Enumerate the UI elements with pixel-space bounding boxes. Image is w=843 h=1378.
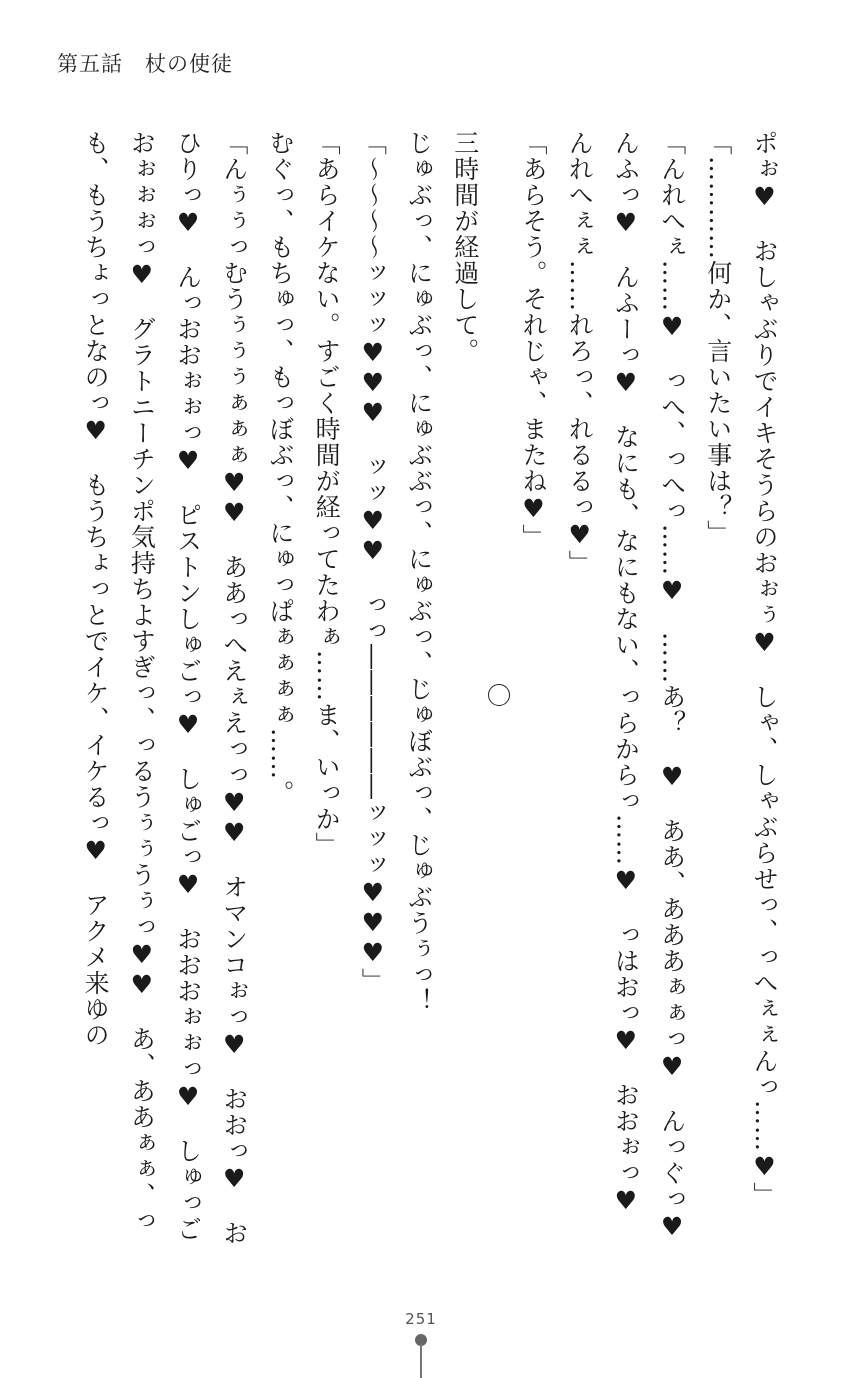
paragraph: 「んれへぇ……♥ っへ、っへっ……♥ ……あ？ ♥ ああ、あああぁぁっ♥ んっぐっ♥ んふっ♥ んふーっ♥ なにも、なにもない、っらからっ……♥ っはおっ♥ おおぉっ♥ んれへぇぇ……れろっ、れるるっ♥」 [565, 130, 687, 1268]
vertical-text-body [72, 130, 787, 1268]
paragraph: 三時間が経過して。 [450, 130, 480, 364]
scene-break-circle-icon [488, 684, 510, 706]
scene-break [488, 130, 510, 1260]
folio-stem-line [420, 1344, 422, 1378]
running-head-title: 第五話 杖の使徒 [57, 52, 233, 76]
paragraph: むぐっ、もちゅっ、もっぼぶっ、にゅっぱぁぁぁぁ……。 [265, 130, 295, 806]
paragraph: 「あらそう。それじゃ、またね♥」 [518, 130, 548, 550]
page-number: 251 [405, 1310, 437, 1328]
paragraph: 「あらイケない。すごく時間が経ってたわぁ……ま、いっか」 [312, 130, 342, 858]
paragraph: 「んぅぅっむうぅぅぅぁぁぁ♥♥ ああっへえぇえっっ♥♥ オマンコぉっ♥ おおっ♥ おひりっ♥ んっおおぉぉっ♥ ピストンしゅごっ♥ しゅごっ♥ おおおぉぉっ♥ しゅっごおぉぉぉっ♥ グラトニーチンポ気持ちよすぎっ、っるうぅぅうぅっ♥♥ あ、ああぁぁ、っも、もうちょっとなのっ♥ もうちょっとでイケ、イケるっ♥ アクメ来ゆの [81, 130, 249, 1246]
paragraph: じゅぶっ、にゅぶっ、にゅぶぶっ、にゅぶっ、じゅぼぶっ、じゅぶうぅっ！ [404, 130, 434, 1014]
paragraph: 「…………何か、言いたい事は？」 [703, 130, 733, 546]
paragraph: 「～～～～ッッッ♥♥♥ ッッ♥♥ っっ――――――ッッッ♥♥♥」 [358, 130, 388, 994]
paragraph: ポぉ♥ おしゃぶりでイキそうらのおぉぅ♥ しゃ、しゃぶらせっ、っへぇぇんっ……♥」 [750, 130, 779, 1208]
